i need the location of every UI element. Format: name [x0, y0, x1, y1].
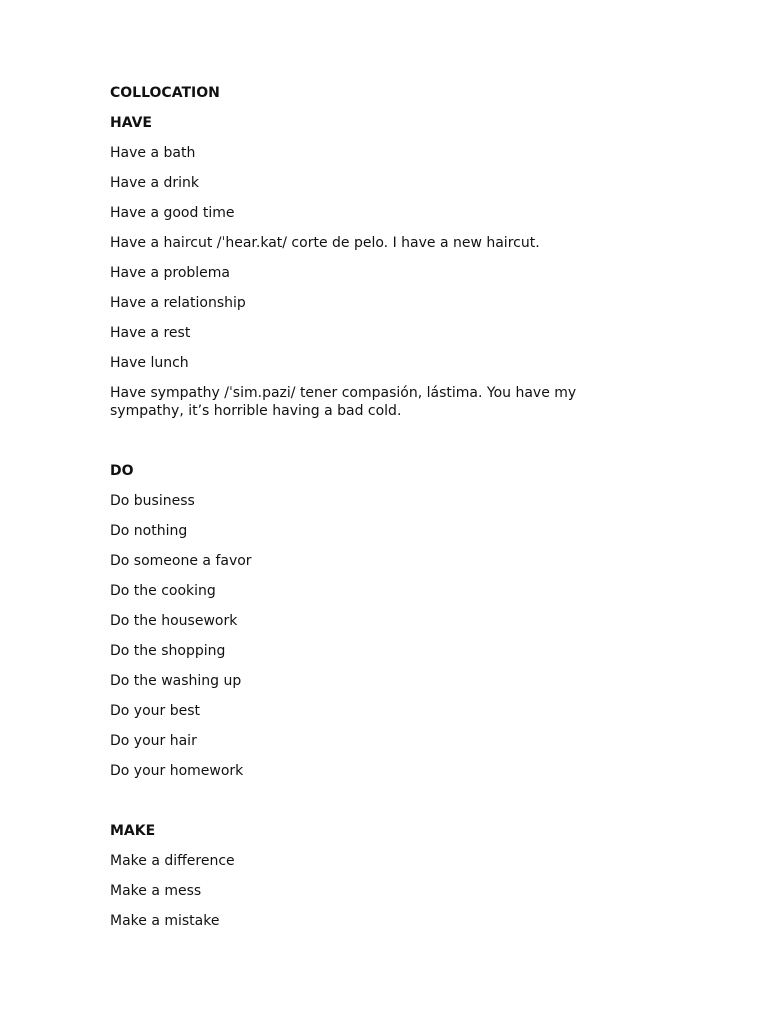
list-item: Do the shopping [110, 643, 226, 659]
section-heading-make: MAKE [110, 823, 156, 839]
list-item: Do the washing up [110, 673, 242, 689]
list-item: Make a mistake [110, 913, 220, 929]
list-item: Do the housework [110, 613, 238, 629]
list-item: Do your best [110, 703, 201, 719]
list-item: Have sympathy /ˈsim.pazi/ tener compasión, lástima. You have my sympathy, it’s horrible having a bad cold. [110, 385, 577, 419]
document-title: COLLOCATION [110, 85, 220, 101]
list-item: Have a problema [110, 265, 230, 281]
list-item: Do nothing [110, 523, 188, 539]
list-item: Do the cooking [110, 583, 216, 599]
list-item: Do someone a favor [110, 553, 252, 569]
list-item: Have lunch [110, 355, 189, 371]
list-item: Make a difference [110, 853, 235, 869]
section-heading-do: DO [110, 463, 134, 479]
list-item: Have a bath [110, 145, 196, 161]
list-item: Have a relationship [110, 295, 246, 311]
section-heading-have: HAVE [110, 115, 152, 131]
list-item: Do business [110, 493, 195, 509]
list-item: Have a rest [110, 325, 191, 341]
list-item: Do your hair [110, 733, 197, 749]
list-item: Do your homework [110, 763, 244, 779]
list-item: Make a mess [110, 883, 202, 899]
list-item: Have a haircut /ˈhear.kat/ corte de pelo. I have a new haircut. [110, 235, 540, 251]
list-item: Have a good time [110, 205, 235, 221]
list-item: Have a drink [110, 175, 199, 191]
